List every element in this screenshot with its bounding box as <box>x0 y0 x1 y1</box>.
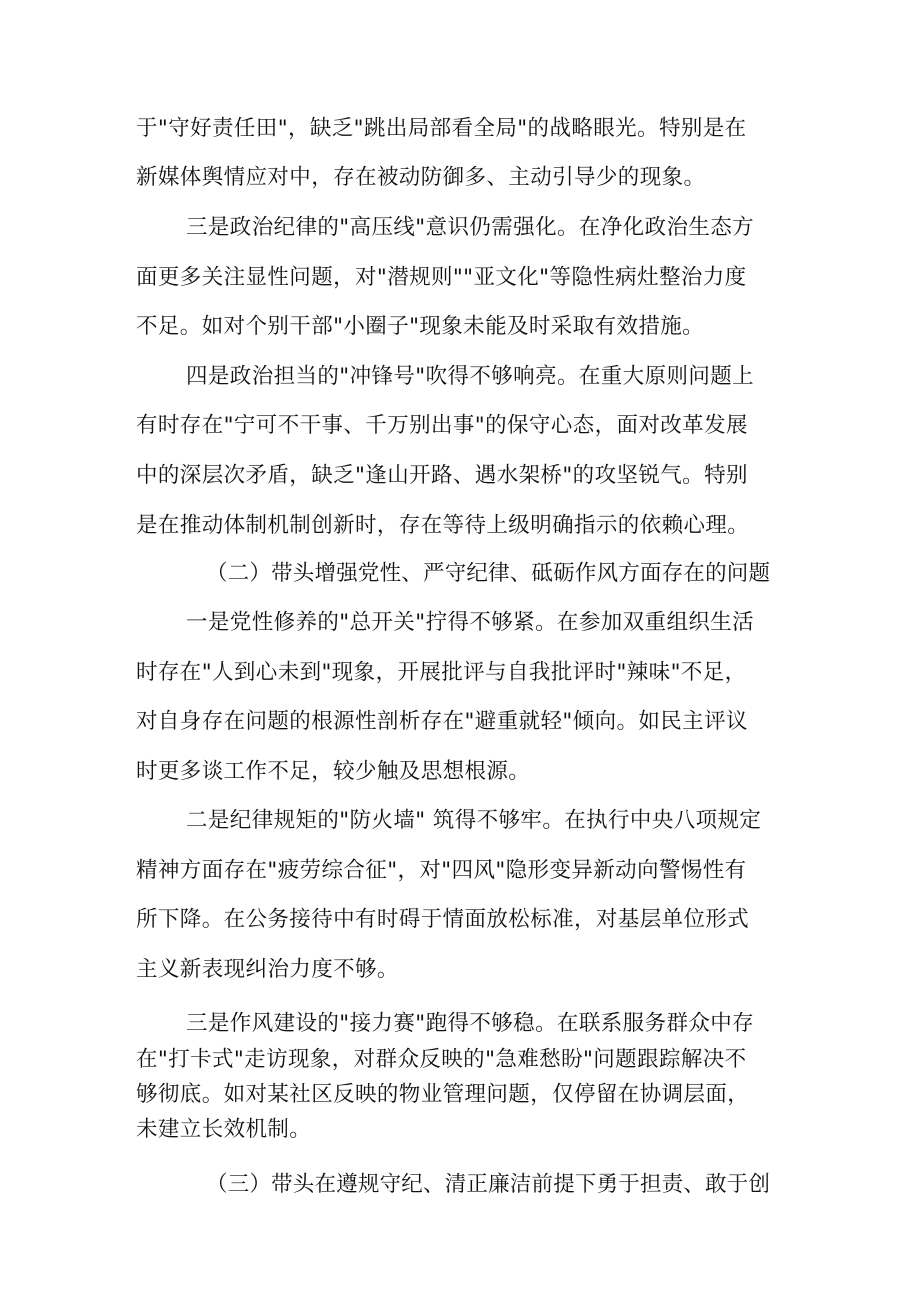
body-text-line: 有时存在"宁可不干事、千万别出事"的保守心态，面对改革发展 <box>136 413 748 438</box>
body-text-line: 中的深层次矛盾，缺乏"逢山开路、遇水架桥"的攻坚锐气。特别 <box>136 463 748 488</box>
body-text-line: 于"守好责任田"，缺乏"跳出局部看全局"的战略眼光。特别是在 <box>136 116 747 141</box>
section-heading: （二）带头增强党性、严守纪律、砥砺作风方面存在的问题 <box>206 561 771 586</box>
paragraph-first-line: 三是作风建设的"接力赛"跑得不够稳。在联系服务群众中存 <box>186 1011 755 1036</box>
body-text-line: 精神方面存在"疲劳综合征"，对"四风"隐形变异新动向警惕性有 <box>136 858 747 883</box>
body-text-line: 对自身存在问题的根源性剖析存在"避重就轻"倾向。如民主评议 <box>136 709 748 734</box>
paragraph-first-line: 四是政治担当的"冲锋号"吹得不够响亮。在重大原则问题上 <box>186 364 755 389</box>
body-text-line: 新媒体舆情应对中，存在被动防御多、主动引导少的现象。 <box>136 165 706 190</box>
paragraph-first-line: 一是党性修养的"总开关"拧得不够紧。在参加双重组织生活 <box>186 610 755 635</box>
body-text-line: 面更多关注显性问题，对"潜规则""亚文化"等隐性病灶整治力度 <box>136 265 747 290</box>
body-text-line: 在"打卡式"走访现象，对群众反映的"急难愁盼"问题跟踪解决不 <box>136 1047 747 1072</box>
body-text-line: 不足。如对个别干部"小圈子"现象未能及时采取有效措施。 <box>136 314 705 339</box>
body-text-line: 主义新表现纠治力度不够。 <box>136 957 399 982</box>
body-text-line: 是在推动体制机制创新时，存在等待上级明确指示的依赖心理。 <box>136 513 750 538</box>
section-heading: （三）带头在遵规守纪、清正廉洁前提下勇于担责、敢于创 <box>206 1172 771 1197</box>
paragraph-first-line: 二是纪律规矩的"防火墙" 筑得不够牢。在执行中央八项规定 <box>186 808 762 833</box>
body-text-line: 未建立长效机制。 <box>136 1117 312 1142</box>
body-text-line: 够彻底。如对某社区反映的物业管理问题，仅停留在协调层面， <box>136 1082 750 1107</box>
body-text-line: 时更多谈工作不足，较少触及思想根源。 <box>136 759 531 784</box>
paragraph-first-line: 三是政治纪律的"高压线"意识仍需强化。在净化政治生态方 <box>186 215 755 240</box>
body-text-line: 时存在"人到心未到"现象，开展批评与自我批评时"辣味"不足， <box>136 660 747 685</box>
body-text-line: 所下降。在公务接待中有时碍于情面放松标准，对基层单位形式 <box>136 907 750 932</box>
